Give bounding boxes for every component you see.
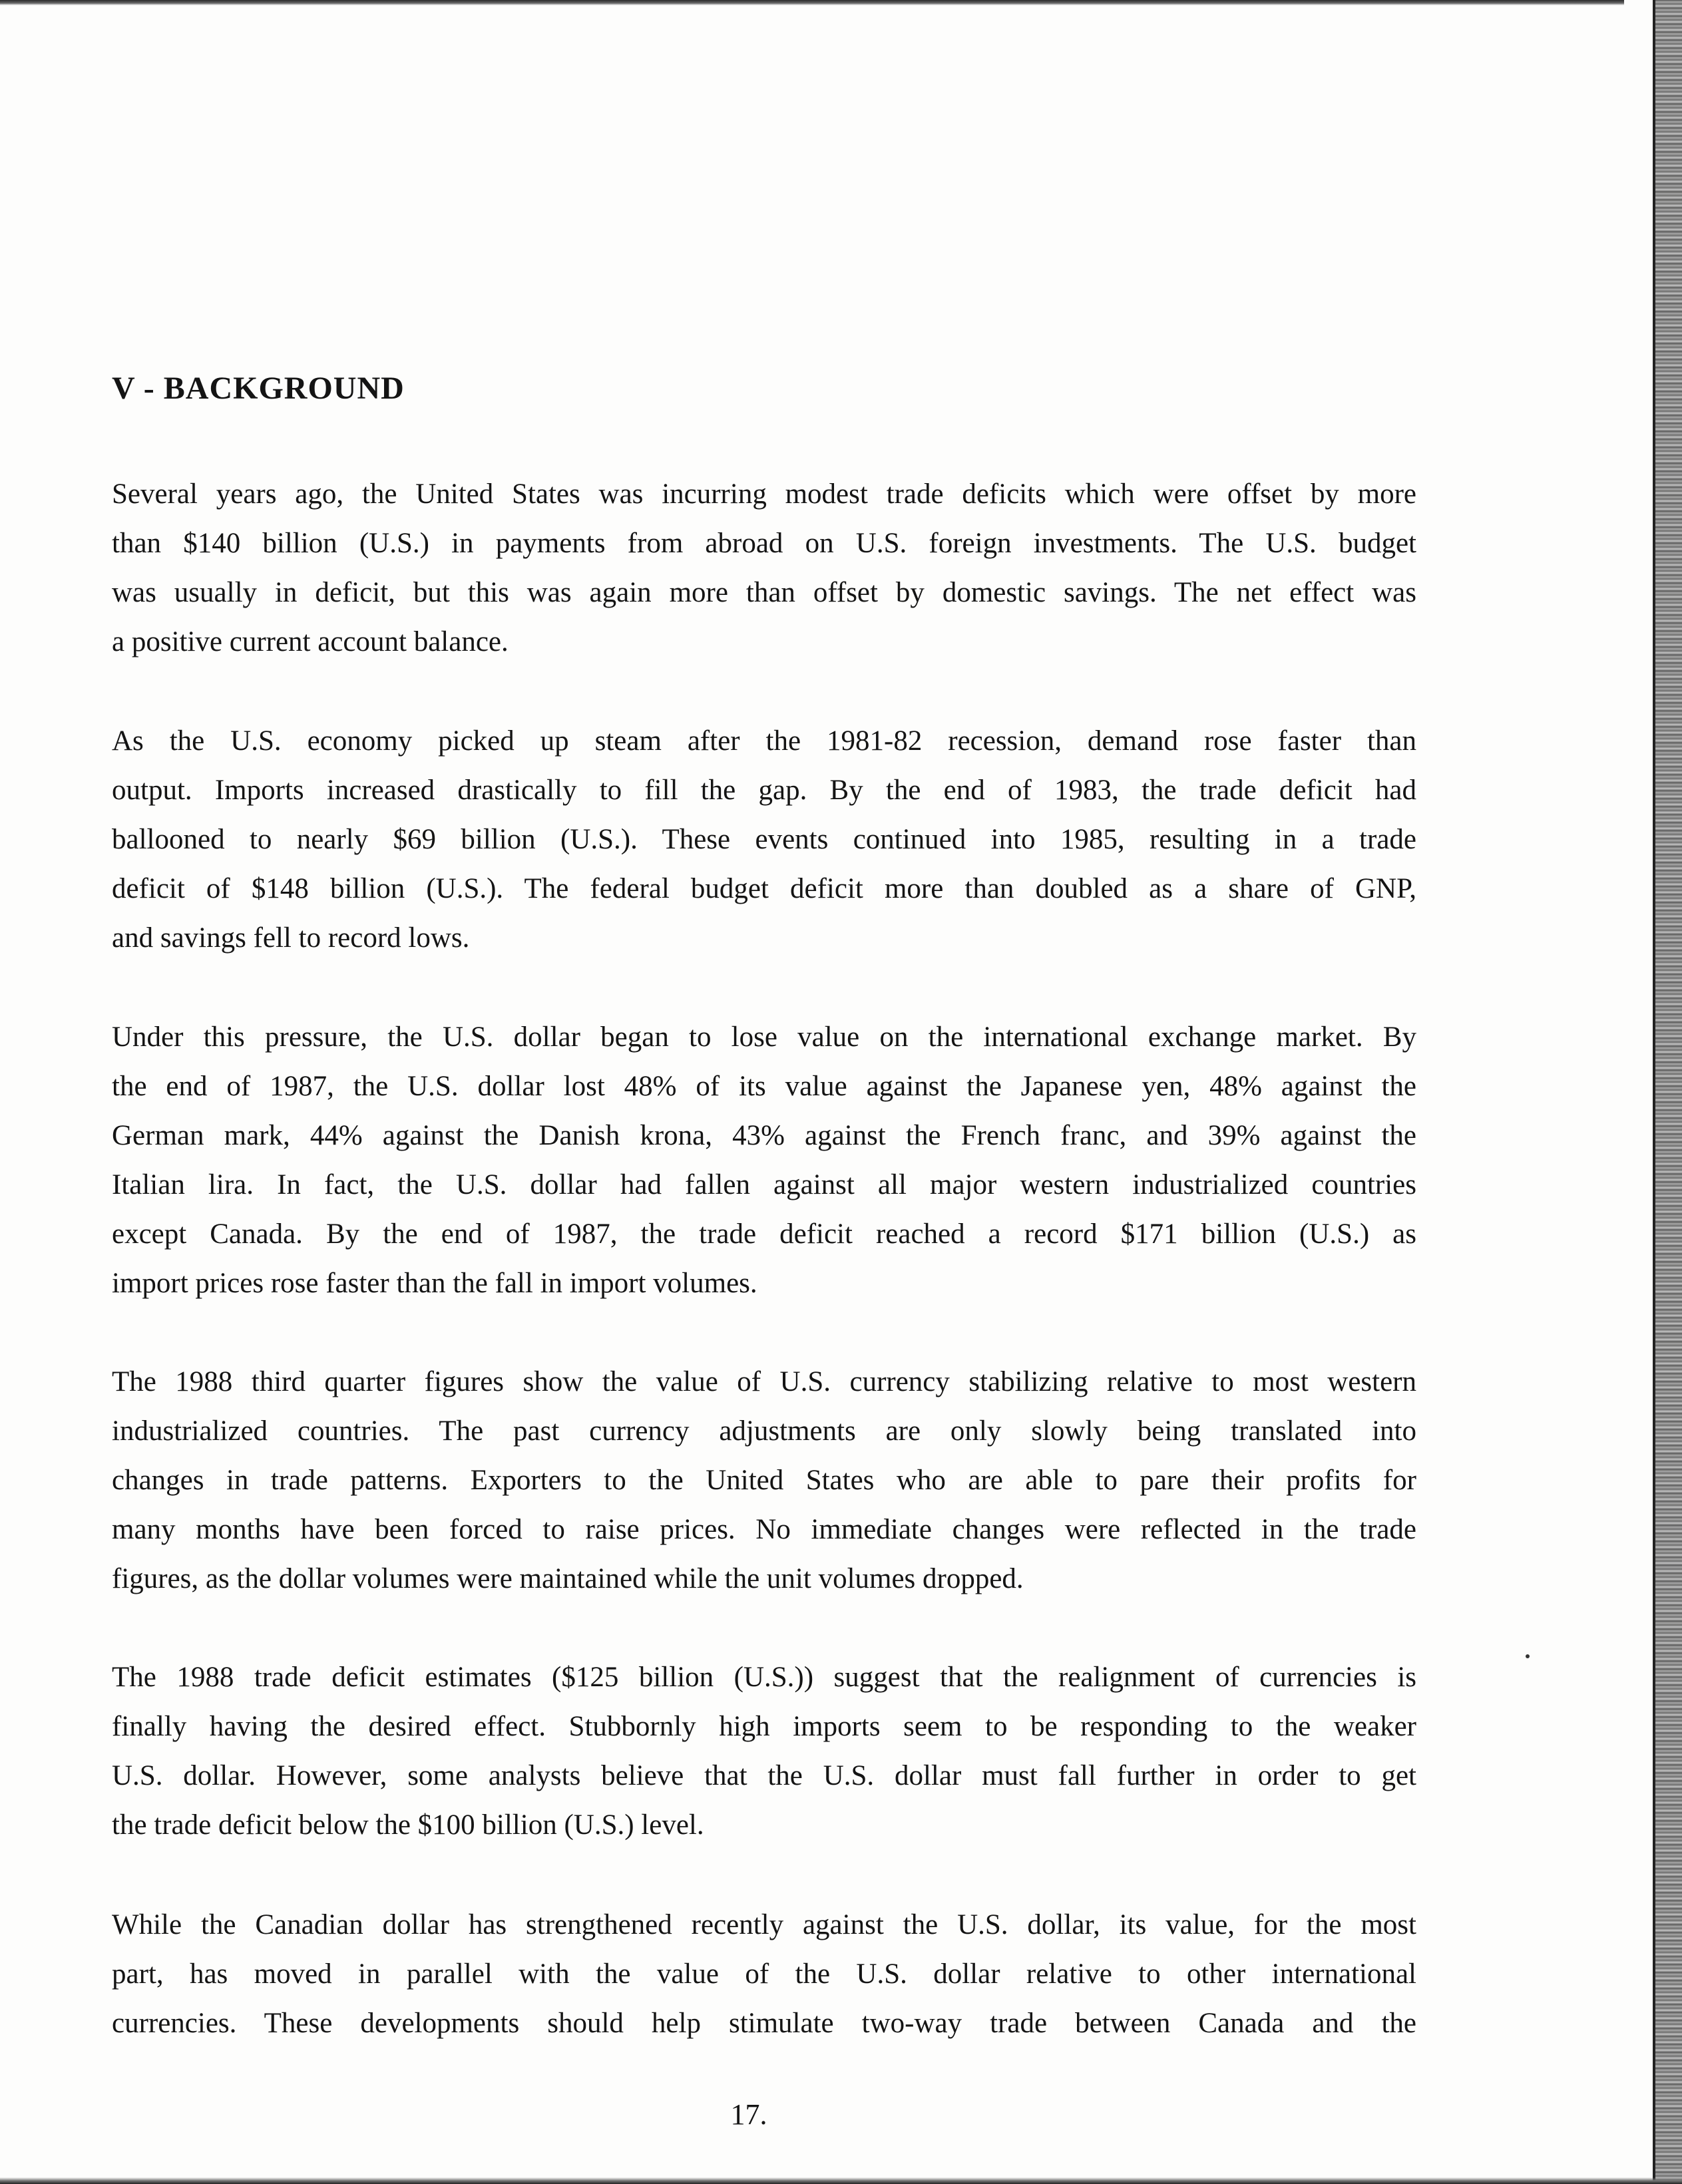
paragraph-line: figures, as the dollar volumes were maintained while the unit volumes dropped. — [112, 1563, 1024, 1594]
paragraph-line: currencies. These developments should help stimulate two-way trade between Canada and the — [112, 2008, 1416, 2039]
paragraph-1 — [112, 470, 1416, 667]
paragraph-line: output. Imports increased drastically to fill the gap. By the end of 1983, the trade deficit had — [112, 775, 1416, 806]
paragraph-line: than $140 billion (U.S.) in payments from abroad on U.S. foreign investments. The U.S. budget — [112, 528, 1416, 559]
paragraph-line: German mark, 44% against the Danish krona, 43% against the French franc, and 39% against the — [112, 1120, 1416, 1151]
paragraph-line: finally having the desired effect. Stubbornly high imports seem to be responding to the weaker — [112, 1711, 1416, 1742]
paragraph-line: and savings fell to record lows. — [112, 922, 470, 954]
paragraph-line: Under this pressure, the U.S. dollar began to lose value on the international exchange market. By — [112, 1021, 1416, 1053]
paragraph-line: was usually in deficit, but this was again more than offset by domestic savings. The net effect was — [112, 577, 1416, 608]
paragraph-6 — [112, 1901, 1416, 2048]
paragraph-line: changes in trade patterns. Exporters to the United States who are able to pare their profits for — [112, 1465, 1416, 1496]
paragraph-4 — [112, 1358, 1416, 1604]
scan-edge-right — [1655, 0, 1682, 2184]
paragraph-line: except Canada. By the end of 1987, the trade deficit reached a record $171 billion (U.S.) as — [112, 1218, 1416, 1250]
paragraph-line: The 1988 third quarter figures show the value of U.S. currency stabilizing relative to most western — [112, 1366, 1416, 1397]
scan-edge-right-border — [1653, 0, 1655, 2184]
paragraph-2 — [112, 717, 1416, 963]
paragraph-5 — [112, 1653, 1416, 1850]
paragraph-line: The 1988 trade deficit estimates ($125 billion (U.S.)) suggest that the realignment of currencies is — [112, 1662, 1416, 1693]
paragraph-line: the trade deficit below the $100 billion (U.S.) level. — [112, 1809, 704, 1841]
paragraph-line: industrialized countries. The past currency adjustments are only slowly being translated into — [112, 1415, 1416, 1447]
paragraph-line: ballooned to nearly $69 billion (U.S.). These events continued into 1985, resulting in a trade — [112, 824, 1416, 855]
paragraph-line: U.S. dollar. However, some analysts believe that the U.S. dollar must fall further in order to get — [112, 1760, 1416, 1791]
page-number: 17. — [730, 2098, 767, 2131]
paragraph-line: many months have been forced to raise prices. No immediate changes were reflected in the trade — [112, 1514, 1416, 1545]
paragraph-line: deficit of $148 billion (U.S.). The federal budget deficit more than doubled as a share of GNP, — [112, 873, 1416, 904]
paragraph-line: a positive current account balance. — [112, 626, 509, 657]
paragraph-line: Italian lira. In fact, the U.S. dollar had fallen against all major western industrialized countries — [112, 1169, 1416, 1200]
scan-edge-bottom — [0, 2177, 1682, 2184]
paragraph-3 — [112, 1013, 1416, 1308]
paragraph-line: import prices rose faster than the fall in import volumes. — [112, 1268, 757, 1299]
paragraph-line: the end of 1987, the U.S. dollar lost 48% of its value against the Japanese yen, 48% against the — [112, 1071, 1416, 1102]
paragraph-line: As the U.S. economy picked up steam after the 1981-82 recession, demand rose faster than — [112, 725, 1416, 757]
scan-speck — [1526, 1654, 1530, 1658]
paragraph-line: While the Canadian dollar has strengthened recently against the U.S. dollar, its value, for the most — [112, 1909, 1416, 1940]
paragraph-line: part, has moved in parallel with the value of the U.S. dollar relative to other international — [112, 1958, 1416, 1990]
scan-edge-top — [0, 0, 1624, 5]
paragraph-line: Several years ago, the United States was incurring modest trade deficits which were offset by more — [112, 478, 1416, 510]
section-heading: V - BACKGROUND — [112, 371, 405, 406]
